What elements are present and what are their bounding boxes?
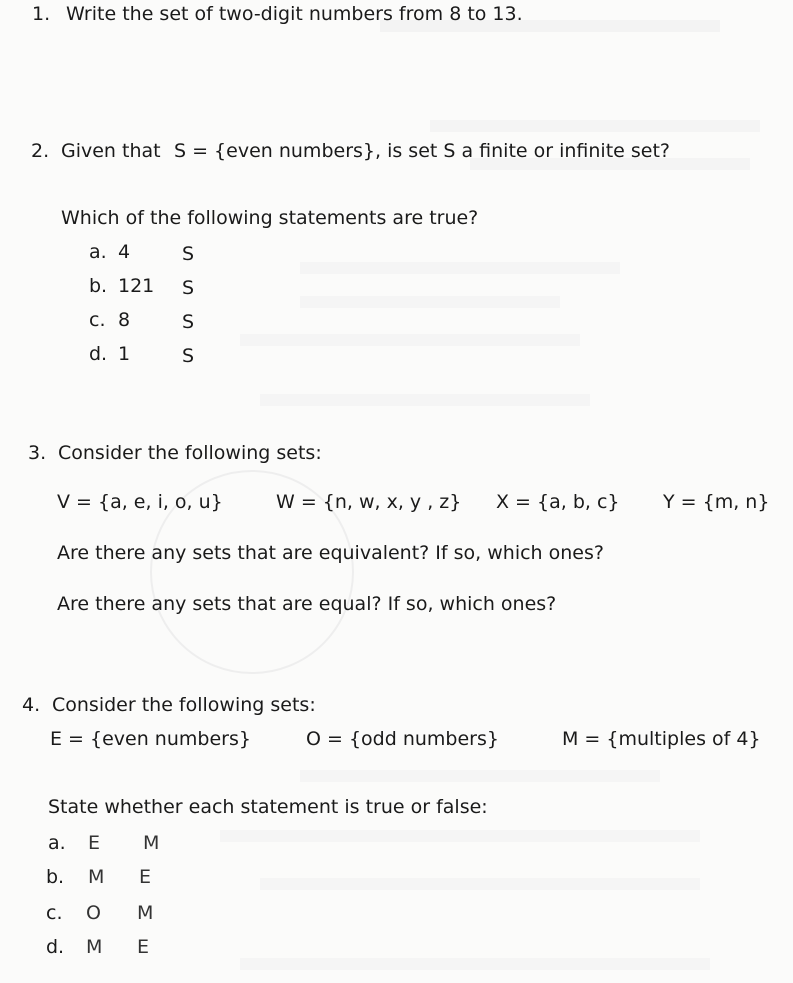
q3-equal-question: Are there any sets that are equal? If so, which ones?: [57, 593, 557, 615]
q4-set-e: E = {even numbers}: [50, 728, 251, 750]
q4-item-letter: b.: [46, 866, 65, 888]
q2-given: Given that: [61, 140, 161, 162]
q1-number: 1.: [32, 3, 51, 25]
q2-item-set: S: [182, 277, 195, 299]
bleed-through-line: [260, 394, 590, 406]
bleed-through-line: [240, 334, 580, 346]
bleed-through-line: [430, 120, 760, 132]
q1-text: Write the set of two-digit numbers from 8 to 13.: [66, 3, 523, 25]
q4-item-left: O: [86, 902, 101, 924]
q2-item-value: 121: [118, 275, 155, 297]
q2-item-value: 1: [118, 343, 131, 365]
q4-number: 4.: [22, 694, 41, 716]
q4-item-left: M: [86, 936, 103, 958]
bleed-through-line: [300, 296, 560, 308]
q4-item-letter: d.: [46, 936, 65, 958]
q4-item-right: M: [143, 832, 160, 854]
q4-item-right: E: [137, 936, 150, 958]
q2-set-definition: S = {even numbers}, is set S a finite or infinite set?: [174, 140, 671, 162]
bleed-through-line: [220, 830, 700, 842]
q2-item-set: S: [182, 345, 195, 367]
q4-set-o: O = {odd numbers}: [306, 728, 499, 750]
q3-set-v: V = {a, e, i, o, u}: [57, 491, 223, 513]
q2-item-value: 8: [118, 309, 131, 331]
q2-item-letter: c.: [89, 309, 106, 331]
q2-number: 2.: [31, 140, 50, 162]
bleed-through-line: [300, 262, 620, 274]
q3-text: Consider the following sets:: [58, 442, 322, 464]
q2-item-set: S: [182, 311, 195, 333]
q4-prompt: State whether each statement is true or false:: [48, 796, 488, 818]
q2-item-value: 4: [118, 241, 131, 263]
q3-set-y: Y = {m, n}: [663, 491, 770, 513]
q4-item-left: M: [88, 866, 105, 888]
bleed-through-line: [240, 958, 710, 970]
q3-number: 3.: [28, 442, 47, 464]
q4-item-left: E: [88, 832, 101, 854]
bleed-through-line: [260, 878, 700, 890]
q2-item-letter: a.: [89, 241, 107, 263]
q3-set-x: X = {a, b, c}: [496, 491, 620, 513]
q4-set-m: M = {multiples of 4}: [562, 728, 761, 750]
q4-item-letter: a.: [48, 832, 66, 854]
q3-equivalent-question: Are there any sets that are equivalent? If so, which ones?: [57, 542, 604, 564]
q3-set-w: W = {n, w, x, y , z}: [276, 491, 462, 513]
q2-prompt: Which of the following statements are true?: [61, 207, 479, 229]
q4-text: Consider the following sets:: [52, 694, 316, 716]
q4-item-letter: c.: [46, 902, 63, 924]
bleed-through-line: [300, 770, 660, 782]
q2-item-letter: b.: [89, 275, 108, 297]
q4-item-right: E: [139, 866, 152, 888]
q4-item-right: M: [137, 902, 154, 924]
q2-item-letter: d.: [89, 343, 108, 365]
q2-item-set: S: [182, 243, 195, 265]
